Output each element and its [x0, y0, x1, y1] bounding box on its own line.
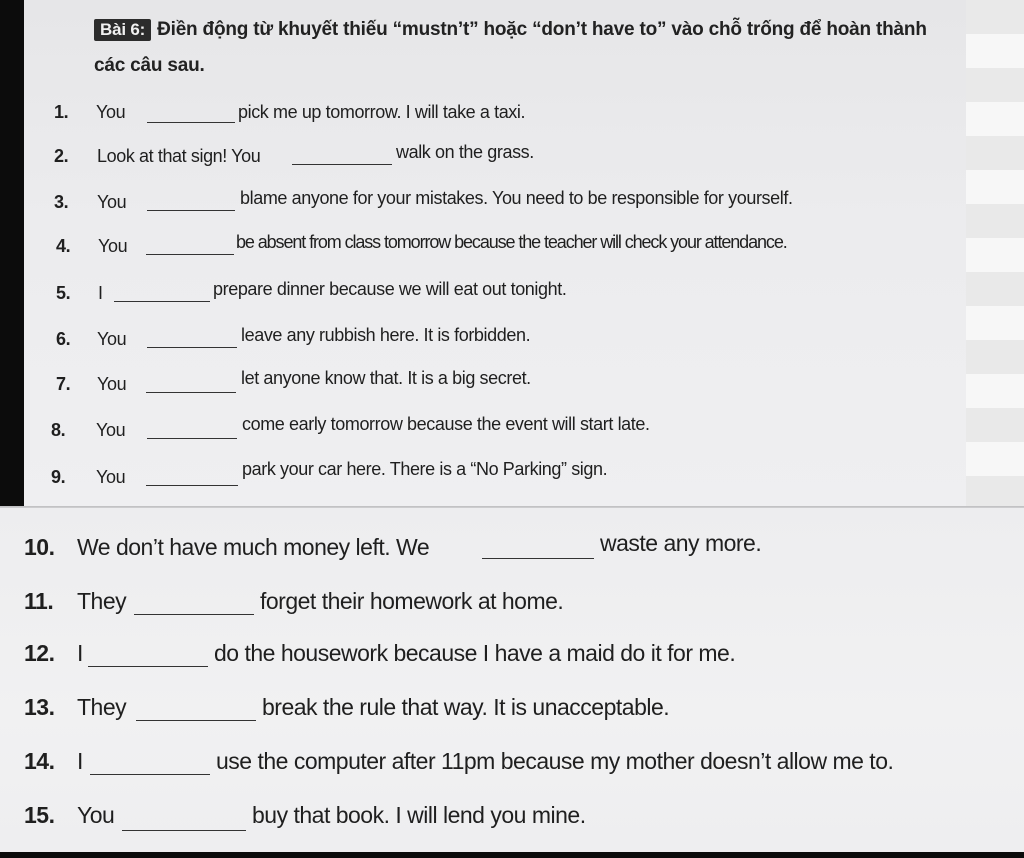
question-subject: They	[77, 588, 127, 614]
exercise-title	[94, 12, 934, 84]
exercise-instruction: Điền động từ khuyết thiếu “mustn’t” hoặc “don’t have to” vào chỗ trống để hoàn thành các câu sau.	[94, 19, 927, 76]
question-number: 5.	[56, 283, 71, 303]
question-text: use the computer after 11pm because my mother doesn’t allow me to.	[216, 748, 894, 774]
question-text: walk on the grass.	[396, 142, 534, 162]
answer-blank	[292, 164, 392, 165]
question-text: park your car here. There is a “No Parking” sign.	[242, 459, 608, 479]
question-number: 8.	[51, 420, 66, 440]
question-subject: I	[98, 283, 103, 303]
question-number: 15.	[24, 802, 55, 828]
question-8	[24, 414, 964, 446]
exercise-badge: Bài 6:	[94, 19, 151, 41]
question-text: forget their homework at home.	[260, 588, 564, 614]
answer-blank	[88, 666, 208, 667]
question-number: 9.	[51, 467, 66, 487]
question-subject: You	[77, 802, 115, 828]
answer-blank	[147, 210, 235, 211]
question-9	[24, 459, 964, 493]
question-text: leave any rubbish here. It is forbidden.	[241, 325, 531, 345]
answer-blank	[147, 438, 237, 439]
question-text: blame anyone for your mistakes. You need to be responsible for yourself.	[240, 188, 793, 208]
question-text: come early tomorrow because the event will start late.	[242, 414, 650, 434]
question-subject: I	[77, 748, 83, 774]
question-text: prepare dinner because we will eat out tonight.	[213, 279, 567, 299]
question-number: 7.	[56, 374, 71, 394]
question-subject: You	[96, 467, 126, 487]
question-number: 10.	[24, 534, 55, 560]
question-text: do the housework because I have a maid do it for me.	[214, 640, 736, 666]
answer-blank	[122, 830, 246, 831]
answer-blank	[114, 301, 210, 302]
question-14	[0, 748, 1024, 780]
question-10	[0, 530, 1024, 566]
question-15	[0, 802, 1024, 834]
answer-blank	[146, 254, 234, 255]
answer-blank	[90, 774, 210, 775]
background-strip	[965, 0, 1024, 510]
question-number: 6.	[56, 329, 71, 349]
question-13	[0, 694, 1024, 726]
question-3	[24, 188, 964, 218]
question-subject: You	[98, 236, 128, 256]
question-number: 2.	[54, 146, 69, 166]
question-subject: We don’t have much money left. We	[77, 534, 430, 560]
question-text: let anyone know that. It is a big secret.	[241, 368, 531, 388]
question-subject: Look at that sign! You	[97, 146, 261, 166]
answer-blank	[136, 720, 256, 721]
question-6	[24, 325, 964, 355]
question-subject: You	[96, 102, 126, 122]
question-subject: You	[97, 374, 127, 394]
question-5	[24, 279, 964, 309]
worksheet-bottom-photo	[0, 508, 1024, 852]
question-subject: You	[96, 420, 126, 440]
question-subject: You	[97, 192, 127, 212]
question-subject: They	[77, 694, 127, 720]
worksheet-top-photo	[24, 0, 966, 507]
question-4	[24, 232, 964, 262]
photo-border	[0, 852, 1024, 858]
question-text: waste any more.	[600, 530, 762, 556]
question-2	[24, 142, 964, 172]
question-text: buy that book. I will lend you mine.	[252, 802, 586, 828]
answer-blank	[146, 485, 238, 486]
question-number: 4.	[56, 236, 71, 256]
question-12	[0, 640, 1024, 672]
question-text: be absent from class tomorrow because the teacher will check your attendance.	[236, 232, 787, 252]
question-text: break the rule that way. It is unacceptable.	[262, 694, 670, 720]
question-11	[0, 588, 1024, 620]
question-number: 11.	[24, 588, 54, 614]
question-number: 13.	[24, 694, 55, 720]
question-number: 14.	[24, 748, 55, 774]
answer-blank	[146, 392, 236, 393]
answer-blank	[147, 122, 235, 123]
answer-blank	[482, 558, 594, 559]
question-number: 3.	[54, 192, 69, 212]
answer-blank	[147, 347, 237, 348]
question-subject: You	[97, 329, 127, 349]
question-number: 1.	[54, 102, 69, 122]
answer-blank	[134, 614, 254, 615]
question-number: 12.	[24, 640, 55, 666]
question-1	[24, 102, 964, 128]
question-7	[24, 368, 964, 400]
question-subject: I	[77, 640, 83, 666]
question-text: pick me up tomorrow. I will take a taxi.	[238, 102, 526, 122]
